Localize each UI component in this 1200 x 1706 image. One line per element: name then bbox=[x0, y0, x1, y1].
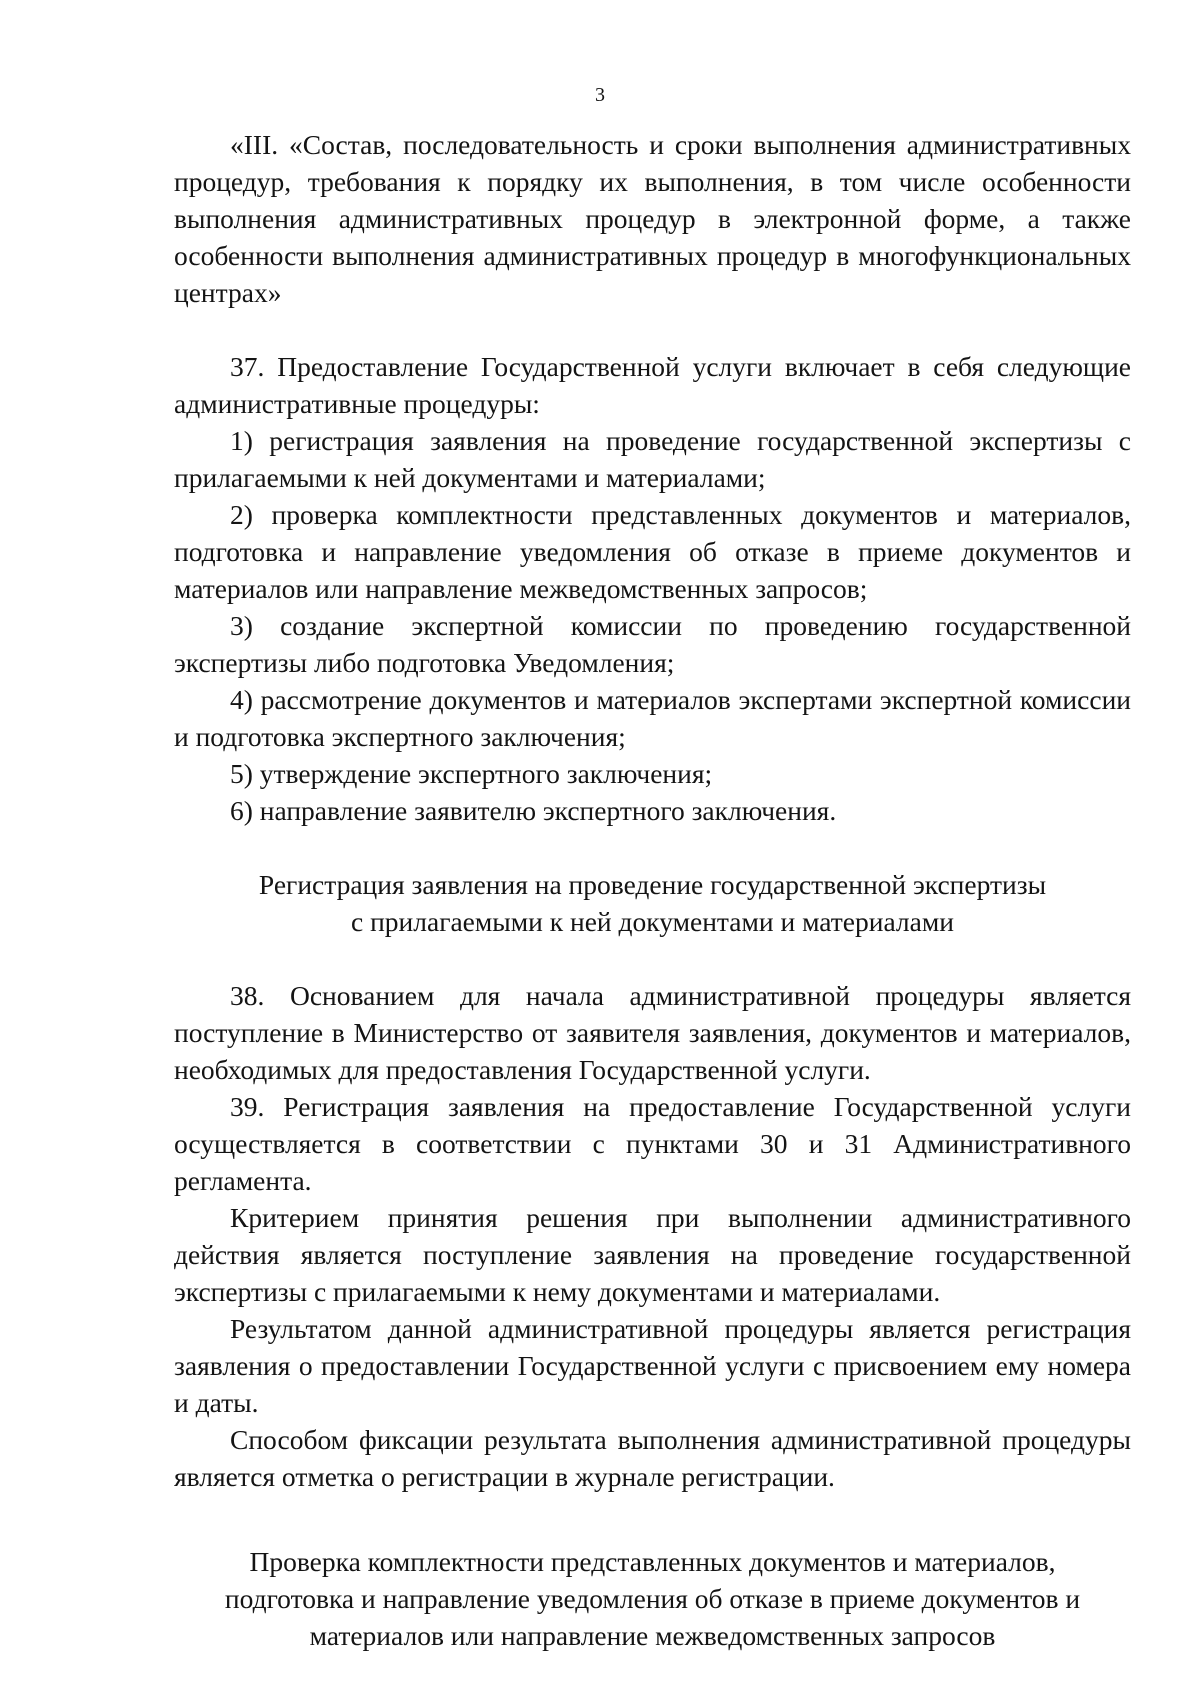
subheading-line: материалов или направление межведомственных запросов bbox=[309, 1620, 996, 1651]
paragraph-criterion: Критерием принятия решения при выполнении административного действия является поступление заявления на проведение государственной экспертизы с прилагаемыми к нему документами и материалами. bbox=[174, 1202, 1131, 1307]
paragraph-fixation: Способом фиксации результата выполнения административной процедуры является отметка о регистрации в журнале регистрации. bbox=[174, 1424, 1131, 1492]
paragraph-result: Результатом данной административной процедуры является регистрация заявления о предоставлении Государственной услуги с присвоением ему номера и даты. bbox=[174, 1313, 1131, 1418]
list-item-6: 6) направление заявителю экспертного заключения. bbox=[230, 795, 837, 826]
paragraph-39: 39. Регистрация заявления на предоставление Государственной услуги осуществляется в соответствии с пунктами 30 и 31 Административного регламента. bbox=[174, 1091, 1131, 1196]
page-number: 3 bbox=[595, 84, 605, 106]
section-heading-iii: «III. «Состав, последовательность и сроки выполнения административных процедур, требования к порядку их выполнения, в том числе особенности выполнения административных процедур в электронной форме, а также особенности выполнения административных процедур в многофункциональных центрах» bbox=[174, 129, 1131, 308]
list-item-5: 5) утверждение экспертного заключения; bbox=[230, 758, 713, 789]
list-item-2: 2) проверка комплектности представленных документов и материалов, подготовка и направление уведомления об отказе в приеме документов и материалов или направление межведомственных запросов; bbox=[174, 499, 1131, 604]
subheading-completeness-check bbox=[174, 1543, 1131, 1654]
list-item-1: 1) регистрация заявления на проведение государственной экспертизы с прилагаемыми к ней документами и материалами; bbox=[174, 425, 1131, 493]
subheading-line: подготовка и направление уведомления об отказе в приеме документов и bbox=[224, 1583, 1081, 1614]
document-body bbox=[174, 126, 1131, 1654]
subheading-line: Проверка комплектности представленных документов и материалов, bbox=[249, 1546, 1056, 1577]
subheading-line: с прилагаемыми к ней документами и материалами bbox=[351, 906, 954, 937]
paragraph-38: 38. Основанием для начала административной процедуры является поступление в Министерство от заявителя заявления, документов и материалов, необходимых для предоставления Государственной услуги. bbox=[174, 980, 1131, 1085]
subheading-registration bbox=[174, 866, 1131, 940]
subheading-line: Регистрация заявления на проведение государственной экспертизы bbox=[258, 869, 1047, 900]
list-item-3: 3) создание экспертной комиссии по проведению государственной экспертизы либо подготовка Уведомления; bbox=[174, 610, 1131, 678]
paragraph-37: 37. Предоставление Государственной услуги включает в себя следующие административные процедуры: bbox=[174, 351, 1131, 419]
list-item-4: 4) рассмотрение документов и материалов экспертами экспертной комиссии и подготовка экспертного заключения; bbox=[174, 684, 1131, 752]
